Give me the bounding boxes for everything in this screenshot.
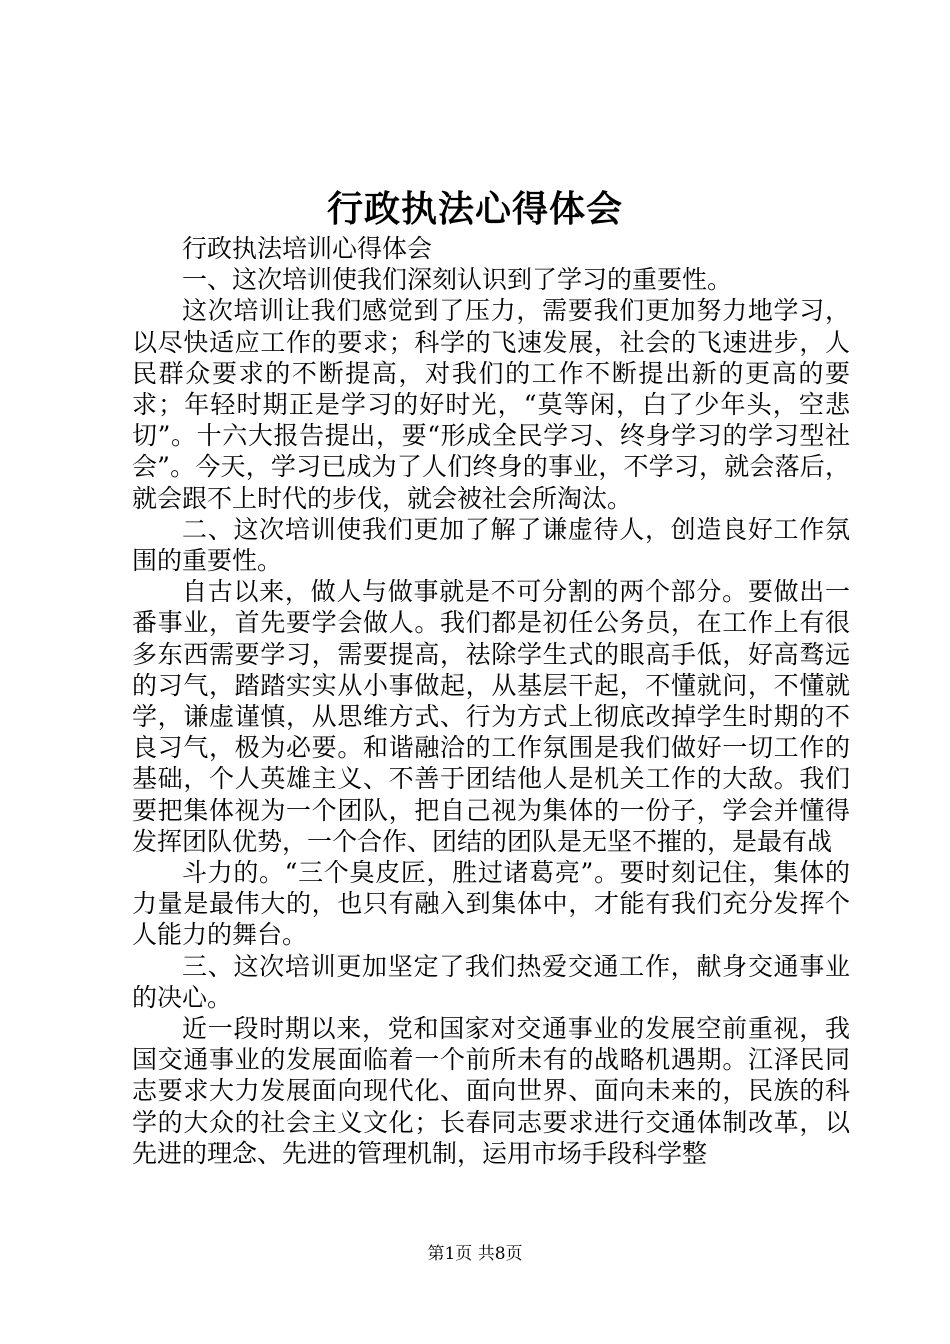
paragraph-body-2-cont: 斗力的。“三个臭皮匠，胜过诸葛亮”。要时刻记住，集体的力量是最伟大的，也只有融入到集体中，才能有我们充分发挥个人能力的舞台。 xyxy=(132,858,850,950)
paragraph-body-3: 近一段时期以来，党和国家对交通事业的发展空前重视，我国交通事业的发展面临着一个前所未有的战略机遇期。江泽民同志要求大力发展面向现代化、面向世界、面向未来的，民族的科学的大众的社会主义文化；长春同志要求进行交通体制改革，以先进的理念、先进的管理机制，运用市场手段科学整 xyxy=(132,1014,850,1168)
document-title: 行政执法心得体会 xyxy=(326,188,623,230)
page-footer: 第1页 共8页 xyxy=(427,1244,523,1264)
paragraph-heading-2: 二、这次培训使我们更加了解了谦虚待人，创造良好工作氛围的重要性。 xyxy=(132,514,850,576)
paragraph-body-2: 自古以来，做人与做事就是不可分割的两个部分。要做出一番事业，首先要学会做人。我们都是初任公务员，在工作上有很多东西需要学习，需要提高，祛除学生式的眼高手低，好高骛远的习气，踏踏实实从小事做起，从基层干起，不懂就问，不懂就学，谦虚谨慎，从思维方式、行为方式上彻底改掉学生时期的不良习气，极为必要。和谐融洽的工作氛围是我们做好一切工作的基础，个人英雄主义、不善于团结他人是机关工作的大敌。我们要把集体视为一个团队，把自己视为集体的一份子，学会并懂得发挥团队优势，一个合作、团结的团队是无坚不摧的，是最有战 xyxy=(132,577,850,856)
paragraph-body-1: 这次培训让我们感觉到了压力，需要我们更加努力地学习，以尽快适应工作的要求；科学的飞速发展，社会的飞速进步，人民群众要求的不断提高，对我们的工作不断提出新的更高的要求；年轻时期正是学习的好时光，“莫等闲，白了少年头，空悲切”。十六大报告提出，要“形成全民学习、终身学习的学习型社会”。今天，学习已成为了人们终身的事业，不学习，就会落后，就会跟不上时代的步伐，就会被社会所淘汰。 xyxy=(132,296,850,513)
paragraph-heading-3: 三、这次培训更加坚定了我们热爱交通工作，献身交通事业的决心。 xyxy=(132,951,850,1012)
paragraph-subtitle: 行政执法培训心得体会 xyxy=(182,234,433,263)
paragraph-heading-1: 一、这次培训使我们深刻认识到了学习的重要性。 xyxy=(182,265,733,295)
document-body xyxy=(132,233,850,1169)
